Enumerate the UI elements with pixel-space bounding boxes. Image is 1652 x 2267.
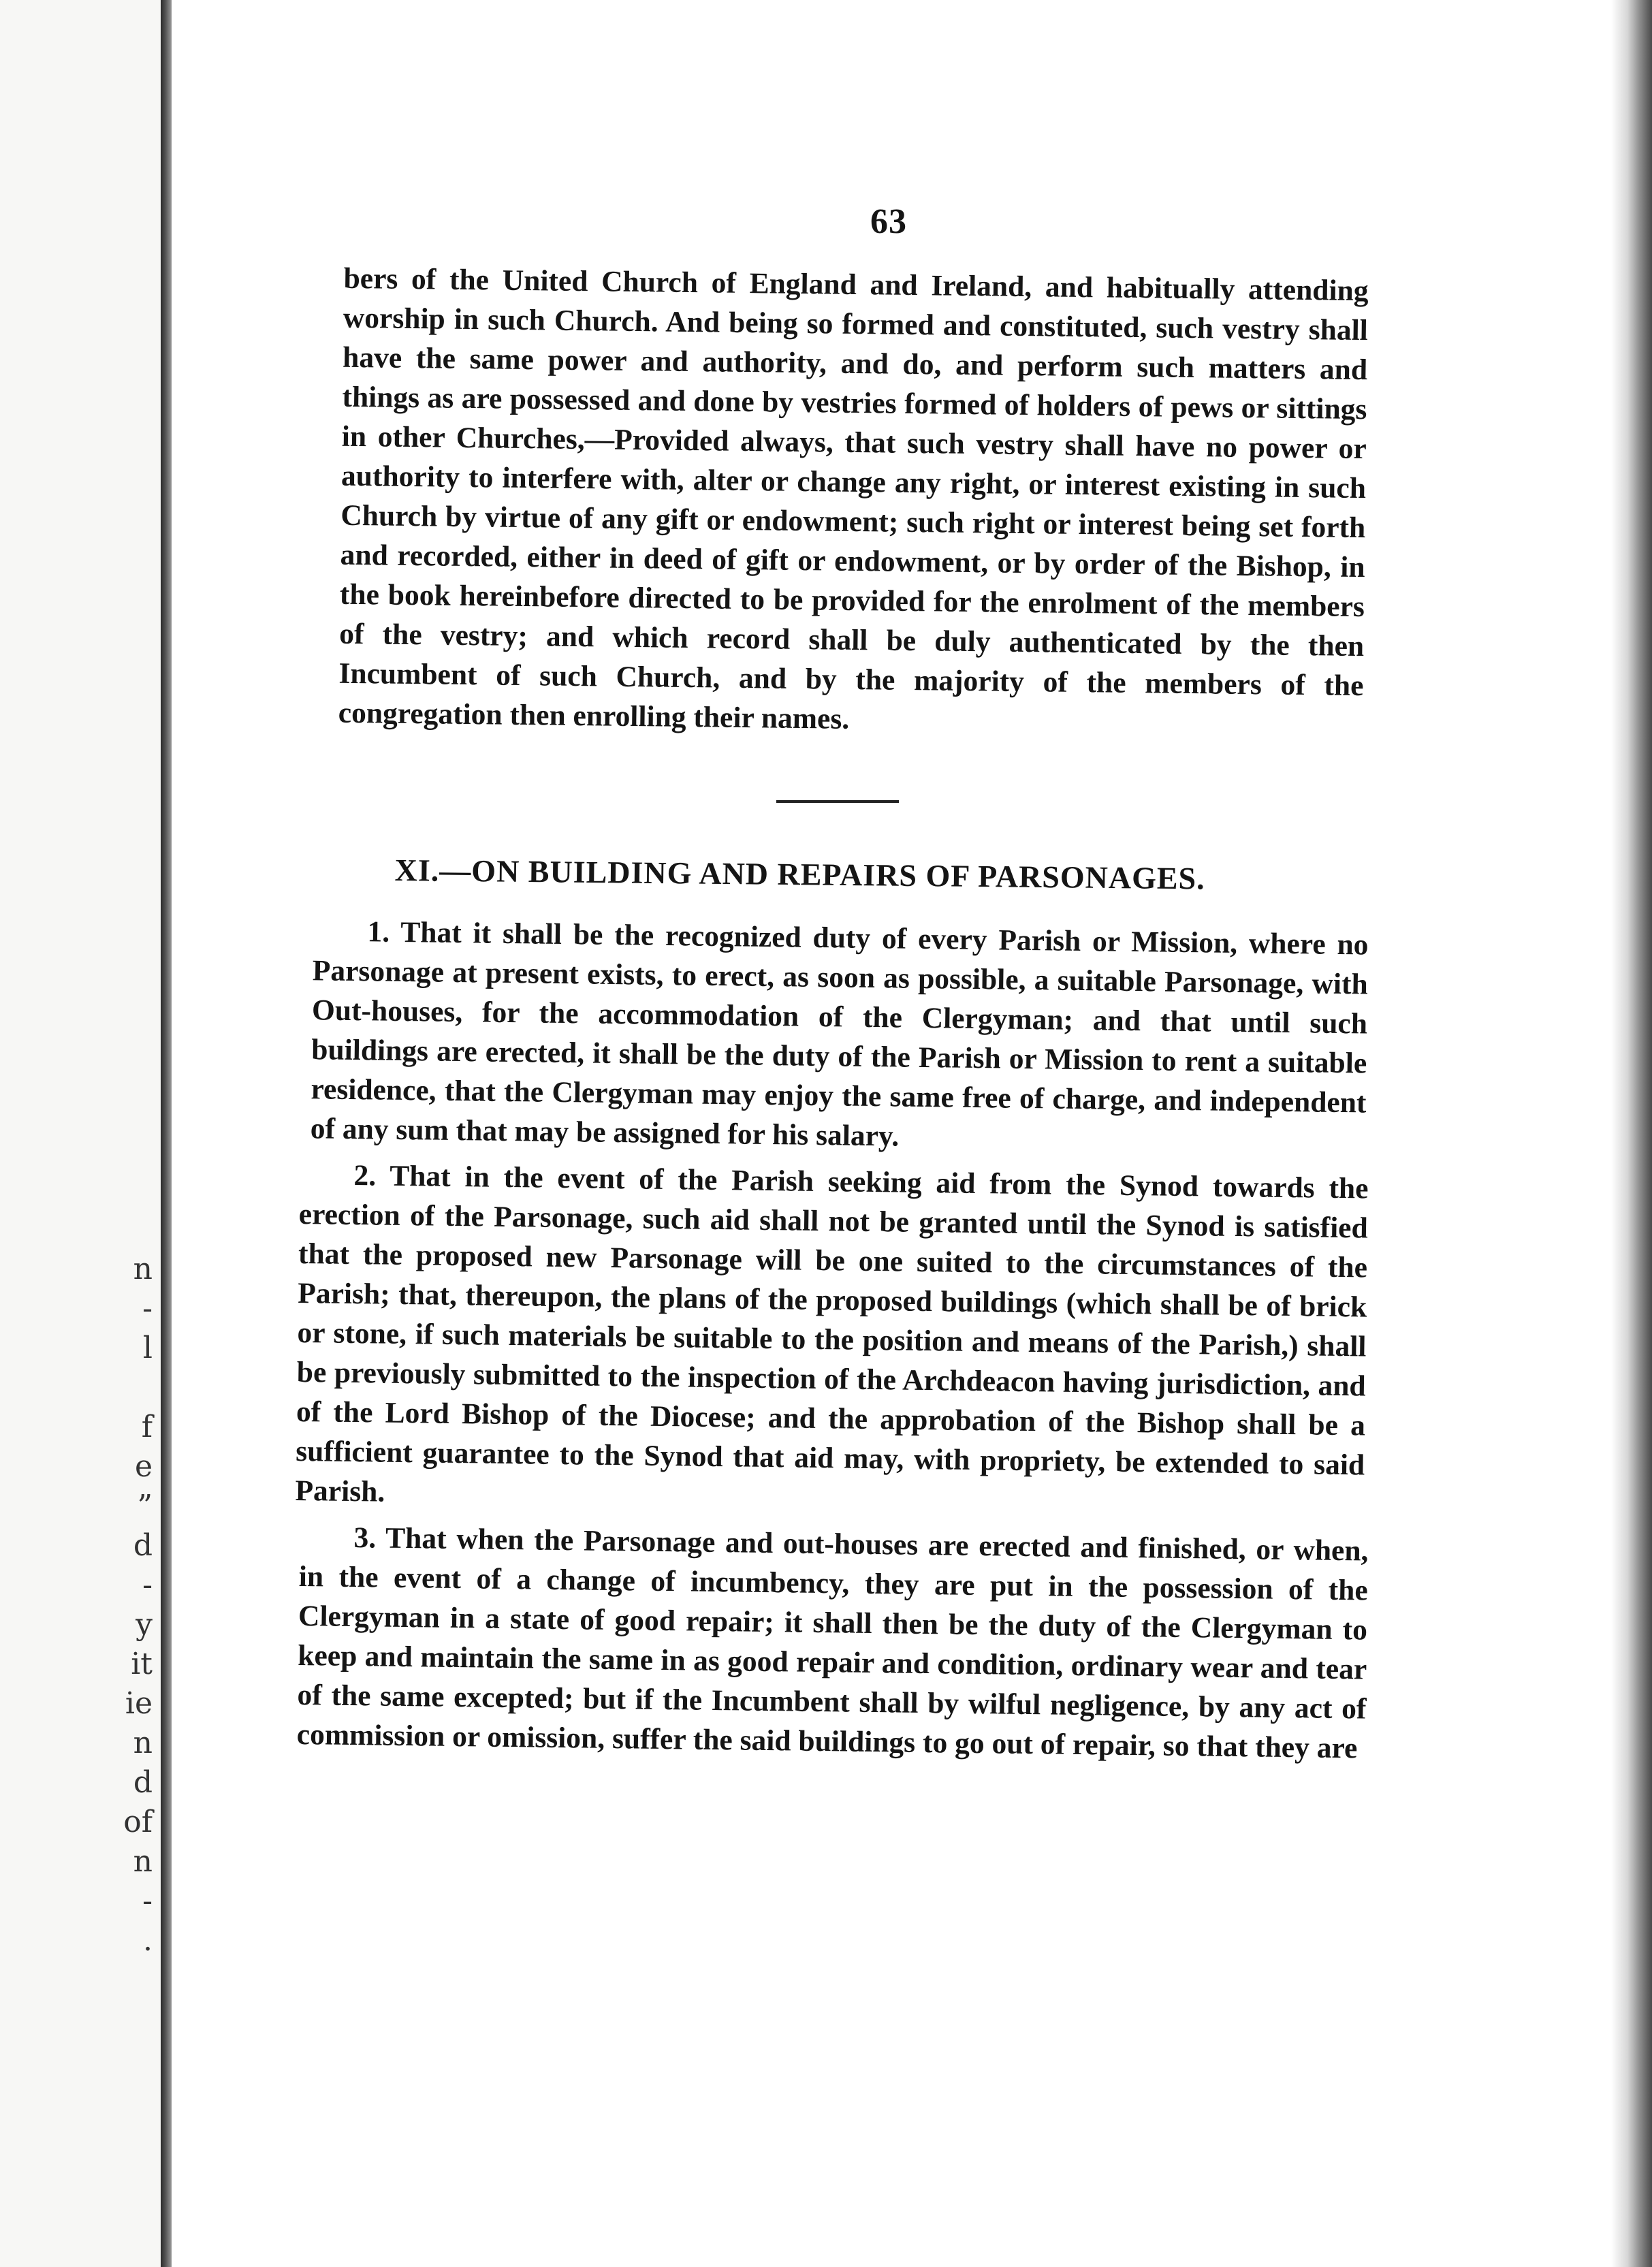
fragment: n bbox=[133, 1844, 153, 1879]
fragment: y bbox=[136, 1607, 153, 1642]
fragment: of bbox=[123, 1805, 153, 1839]
continuation-paragraph: bers of the United Church of England and Ireland, and habitually attending worship in such Church. And being so formed and constituted, such vestry shall have the same power and authority, and do, and perform such matters and things as are possessed and done by vestries formed of holders of pews or sittings in other Churches,—Provided always, that such vestry shall have no power or authority to interfere with, alter or change any right, or interest existing in such Church by virtue of any gift or endowment; such right or interest being set forth and recorded, either in deed of gift or endowment, or by order of the Bishop, in the book hereinbefore directed to be provided for the enrolment of the members of the vestry; and which record shall be duly authenticated by the then Incumbent of such Church, and by the majority of the members of the congregation then enrolling their names. bbox=[338, 261, 1369, 735]
section-divider bbox=[776, 800, 899, 803]
document-page bbox=[295, 202, 1369, 1765]
fragment: d bbox=[133, 1528, 153, 1563]
clause-3: 3. That when the Parsonage and out-houses are erected and finished, or when, in the event of a change of incumbency, they are put in the possession of the Clergyman in a state of good repair; it shall then be the duty of the Clergyman to keep and maintain the same in as good repair and condition, ordinary wear and tear of the same excepted; but if the Incumbent shall by wilful negligence, by any act of commission or omission, suffer the said buildings to go out of repair, so that they are bbox=[296, 1521, 1369, 1765]
fragment: f bbox=[141, 1410, 153, 1444]
facing-page-edge bbox=[0, 0, 170, 2267]
fragment: - bbox=[142, 1568, 153, 1602]
fragment: ie bbox=[125, 1686, 153, 1721]
fragment: - bbox=[142, 1291, 153, 1326]
fragment: d bbox=[133, 1765, 153, 1800]
section-heading: XI.—ON BUILDING AND REPAIRS OF PARSONAGES. bbox=[394, 853, 1205, 896]
fragment: - bbox=[142, 1884, 153, 1918]
fragment: it bbox=[131, 1647, 153, 1681]
fragment: l bbox=[142, 1331, 153, 1365]
fragment: e bbox=[134, 1449, 153, 1484]
page-edge-shadow bbox=[1611, 0, 1652, 2267]
clause-1: 1. That it shall be the recognized duty of every Parish or Mission, where no Parsonage at present exists, to erect, as soon as possible, a suitable Parsonage, with Out-houses, for the accommodation of the Clergyman; and that until such buildings are erected, it shall be the duty of the Parish or Mission to rent a suitable residence, that the Clergyman may enjoy the same free of charge, and independent of any sum that may be assigned for his salary. bbox=[310, 915, 1369, 1153]
page-number: 63 bbox=[870, 202, 907, 241]
fragment: . bbox=[143, 1923, 153, 1958]
fragment: n bbox=[133, 1726, 153, 1760]
fragment: ” bbox=[137, 1489, 153, 1523]
book-gutter bbox=[161, 0, 172, 2267]
clause-2: 2. That in the event of the Parish seeking aid from the Synod towards the erection of the Parsonage, such aid shall not be granted until the Synod is satisfied that the proposed new Parsonage will be one suited to the circumstances of the Parish; that, thereupon, the plans of the proposed buildings (which shall be of brick or stone, if such materials be suitable to the position and means of the Parish,) shall be previously submitted to the inspection of the Archdeacon having jurisdiction, and of the Lord Bishop of the Diocese; and the approbation of the Bishop shall be a sufficient guarantee to the Synod that aid may, with propriety, be extended to said Parish. bbox=[295, 1159, 1369, 1508]
fragment: n bbox=[133, 1252, 153, 1286]
